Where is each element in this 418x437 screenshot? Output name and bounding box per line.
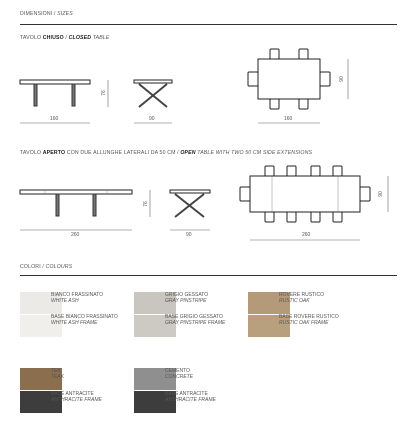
open-chair-9 xyxy=(240,187,250,201)
open-front-top xyxy=(20,190,132,194)
open-side: 90 xyxy=(186,232,192,238)
colour-2-base-en: GRAY PINSTRIPE FRAME xyxy=(165,320,226,326)
colour-2-top xyxy=(165,292,208,304)
colour-4-base-en: ANTHRACITE FRAME xyxy=(51,397,102,403)
colour-3-top-en: RUSTIC OAK xyxy=(279,298,310,304)
sizes-title-en: SIZES xyxy=(57,11,73,17)
closed-post: TABLE xyxy=(91,35,110,41)
colour-4-top xyxy=(51,368,64,380)
sizes-title-it: DIMENSIONI xyxy=(20,11,53,17)
open-top-table xyxy=(250,176,360,212)
colour-1-base-it: BASE BIANCO FRASSINATO xyxy=(51,314,118,320)
open-pre: TAVOLO xyxy=(20,150,43,156)
open-chair-6 xyxy=(287,212,296,222)
colour-1-top xyxy=(51,292,103,304)
colour-3-base xyxy=(279,314,339,326)
colour-3-top-it: ROVERE RUSTICO xyxy=(279,292,325,298)
open-side-top xyxy=(170,190,210,193)
colour-3-top xyxy=(279,292,324,304)
colour-2-base xyxy=(165,314,225,326)
colour-4-top-en: TEAK xyxy=(51,374,65,380)
colour-5-base xyxy=(165,391,216,403)
colour-3-base-it: BASE ROVERE RUSTICO xyxy=(279,314,339,320)
colour-5-top xyxy=(165,368,193,380)
colour-2-base-it: BASE GRIGIO GESSATO xyxy=(165,314,223,320)
sizes-sep: / xyxy=(52,11,58,17)
closed-side: 90 xyxy=(149,116,155,122)
colour-2-top-it: GRIGIO GESSATO xyxy=(165,292,209,298)
colours-heading xyxy=(20,264,72,270)
open-chair-2 xyxy=(287,166,296,176)
closed-front-width: 160 xyxy=(50,116,59,122)
colour-2-top-en: GRAY PINSTRIPE xyxy=(165,298,207,304)
closed-top-depth: 90 xyxy=(338,76,345,82)
open-top-depth: 90 xyxy=(377,191,384,197)
closed-top-width: 160 xyxy=(284,116,293,122)
closed-bold-it: CHIUSO xyxy=(42,35,64,41)
colours-title-en: COLOURS xyxy=(45,264,73,270)
colour-5-top-en: CONCRETE xyxy=(165,374,194,380)
colour-3-base-en: RUSTIC OAK FRAME xyxy=(279,320,329,326)
colour-1-base-en: WHITE ASH FRAME xyxy=(51,320,98,326)
open-chair-4 xyxy=(333,166,342,176)
open-chair-5 xyxy=(265,212,274,222)
open-chair-3 xyxy=(311,166,320,176)
closed-bold-en: CLOSED xyxy=(68,35,92,41)
open-front-leg-right xyxy=(93,194,96,216)
colour-1-base xyxy=(51,314,118,326)
open-bold-en: OPEN xyxy=(180,150,196,156)
open-bold-it: APERTO xyxy=(42,150,66,156)
closed-sep: / xyxy=(63,35,69,41)
colour-5-top-it: CEMENTO xyxy=(165,368,190,374)
open-front-leg-left xyxy=(56,194,59,216)
colour-5-base-en: ANTHRACITE FRAME xyxy=(165,397,216,403)
colours-sep: / xyxy=(40,264,46,270)
open-post: TABLE WITH TWO 50 CM SIDE EXTENSIONS xyxy=(195,150,313,156)
colour-4-base xyxy=(51,391,102,403)
colour-4-base-it: BASE ANTRACITE xyxy=(51,391,94,397)
colour-1-top-en: WHITE ASH xyxy=(51,298,79,304)
closed-pre: TAVOLO xyxy=(20,35,43,41)
open-height: 76 xyxy=(142,201,149,207)
open-chair-8 xyxy=(333,212,342,222)
colours-title-it: COLORI xyxy=(20,264,41,270)
open-front-width: 260 xyxy=(71,232,80,238)
open-chair-1 xyxy=(265,166,274,176)
open-chair-10 xyxy=(360,187,370,201)
colour-4-top-it: TEK xyxy=(51,368,61,374)
colour-1-top-it: BIANCO FRASSINATO xyxy=(51,292,104,298)
open-top-width: 260 xyxy=(302,232,311,238)
open-chair-7 xyxy=(311,212,320,222)
open-mid: CON DUE ALLUNGHE LATERALI DA 50 CM / xyxy=(65,150,181,156)
colour-5-base-it: BASE ANTRACITE xyxy=(165,391,208,397)
closed-height: 76 xyxy=(100,90,107,96)
colours-rule xyxy=(20,275,397,276)
